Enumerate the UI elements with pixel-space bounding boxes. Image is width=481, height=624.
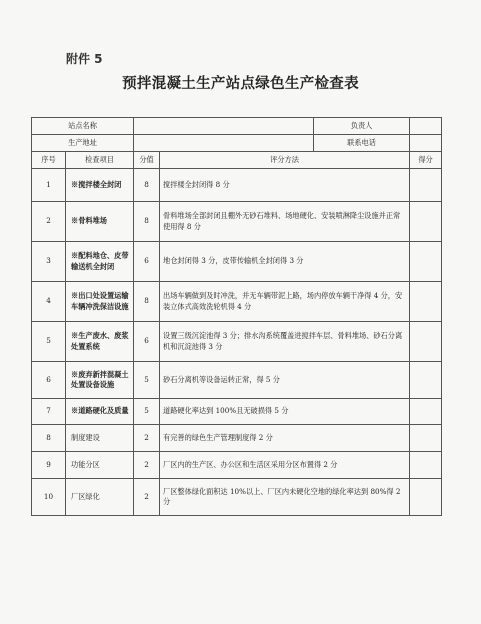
row-item: 制度建设 [66,425,134,452]
table-row [32,169,442,202]
contact-phone-field[interactable] [410,135,442,152]
row-method: 道路硬化率达到 100%且无破损得 5 分 [160,399,410,425]
row-no: 7 [32,399,66,425]
row-no: 2 [32,202,66,242]
row-score: 6 [134,322,160,362]
row-score: 5 [134,362,160,399]
row-method: 厂区内的生产区、办公区和生活区采用分区布置得 2 分 [160,452,410,479]
row-item: 功能分区 [66,452,134,479]
col-header-item: 检查项目 [66,152,134,169]
col-header-method: 评分方法 [160,152,410,169]
row-item: ※搅拌楼全封闭 [66,169,134,202]
row-score: 8 [134,169,160,202]
row-score: 8 [134,282,160,322]
row-score: 2 [134,479,160,516]
row-method: 砂石分离机等设备运转正常，得 5 分 [160,362,410,399]
row-no: 3 [32,242,66,282]
row-method: 厂区整体绿化面积达 10%以上、厂区内未硬化空地的绿化率达到 80%得 2 分 [160,479,410,516]
row-method: 有完善的绿色生产管理制度得 2 分 [160,425,410,452]
inspection-table [31,117,442,516]
row-score: 2 [134,425,160,452]
row-item: ※配料地仓、皮带输送机全封闭 [66,242,134,282]
row-item: ※废弃新拌混凝土处置设备设施 [66,362,134,399]
address-row [32,135,442,152]
row-score: 8 [134,202,160,242]
table-row [32,242,442,282]
row-method: 地仓封闭得 3 分，皮带传输机全封闭得 3 分 [160,242,410,282]
table-row [32,425,442,452]
row-points[interactable] [410,425,442,452]
row-no: 1 [32,169,66,202]
col-header-no: 序号 [32,152,66,169]
table-row [32,452,442,479]
row-score: 2 [134,452,160,479]
row-method: 设置三级沉淀池得 3 分；排水沟系统覆盖进搅拌车层、骨料堆场、砂石分离机和沉淀池得 3 分 [160,322,410,362]
table-row [32,202,442,242]
row-points[interactable] [410,282,442,322]
row-method: 搅拌楼全封闭得 8 分 [160,169,410,202]
row-points[interactable] [410,169,442,202]
row-score: 6 [134,242,160,282]
table-row [32,479,442,516]
production-address-field[interactable] [134,135,314,152]
responsible-person-field[interactable] [410,118,442,135]
row-no: 8 [32,425,66,452]
row-points[interactable] [410,202,442,242]
row-no: 5 [32,322,66,362]
row-points[interactable] [410,362,442,399]
site-name-label: 站点名称 [32,118,134,135]
responsible-person-label: 负责人 [314,118,410,135]
row-item: ※出口处设置运输车辆冲洗保洁设施 [66,282,134,322]
row-points[interactable] [410,479,442,516]
table-row [32,282,442,322]
row-no: 10 [32,479,66,516]
row-no: 4 [32,282,66,322]
table-row [32,362,442,399]
contact-phone-label: 联系电话 [314,135,410,152]
col-header-points: 得分 [410,152,442,169]
attachment-label: 附件 5 [66,52,103,66]
row-item: 厂区绿化 [66,479,134,516]
table-row [32,322,442,362]
site-name-field[interactable] [134,118,314,135]
col-header-score: 分值 [134,152,160,169]
row-points[interactable] [410,452,442,479]
table-row [32,399,442,425]
column-header-row [32,152,442,169]
row-item: ※道路硬化及质量 [66,399,134,425]
row-points[interactable] [410,399,442,425]
row-score: 5 [134,399,160,425]
row-item: ※骨料堆场 [66,202,134,242]
row-no: 6 [32,362,66,399]
row-method: 骨料堆场全部封闭且棚外无砂石堆料、场地硬化、安装喷淋降尘设施并正常使用得 8 分 [160,202,410,242]
row-no: 9 [32,452,66,479]
row-method: 出场车辆做到及时冲洗，并无车辆带泥上路，场内停放车辆干净得 4 分，安装立体式高效洗轮机得 4 分 [160,282,410,322]
document-title: 预拌混凝土生产站点绿色生产检查表 [122,75,359,92]
production-address-label: 生产地址 [32,135,134,152]
row-points[interactable] [410,242,442,282]
row-item: ※生产废水、废浆处置系统 [66,322,134,362]
row-points[interactable] [410,322,442,362]
site-name-row [32,118,442,135]
